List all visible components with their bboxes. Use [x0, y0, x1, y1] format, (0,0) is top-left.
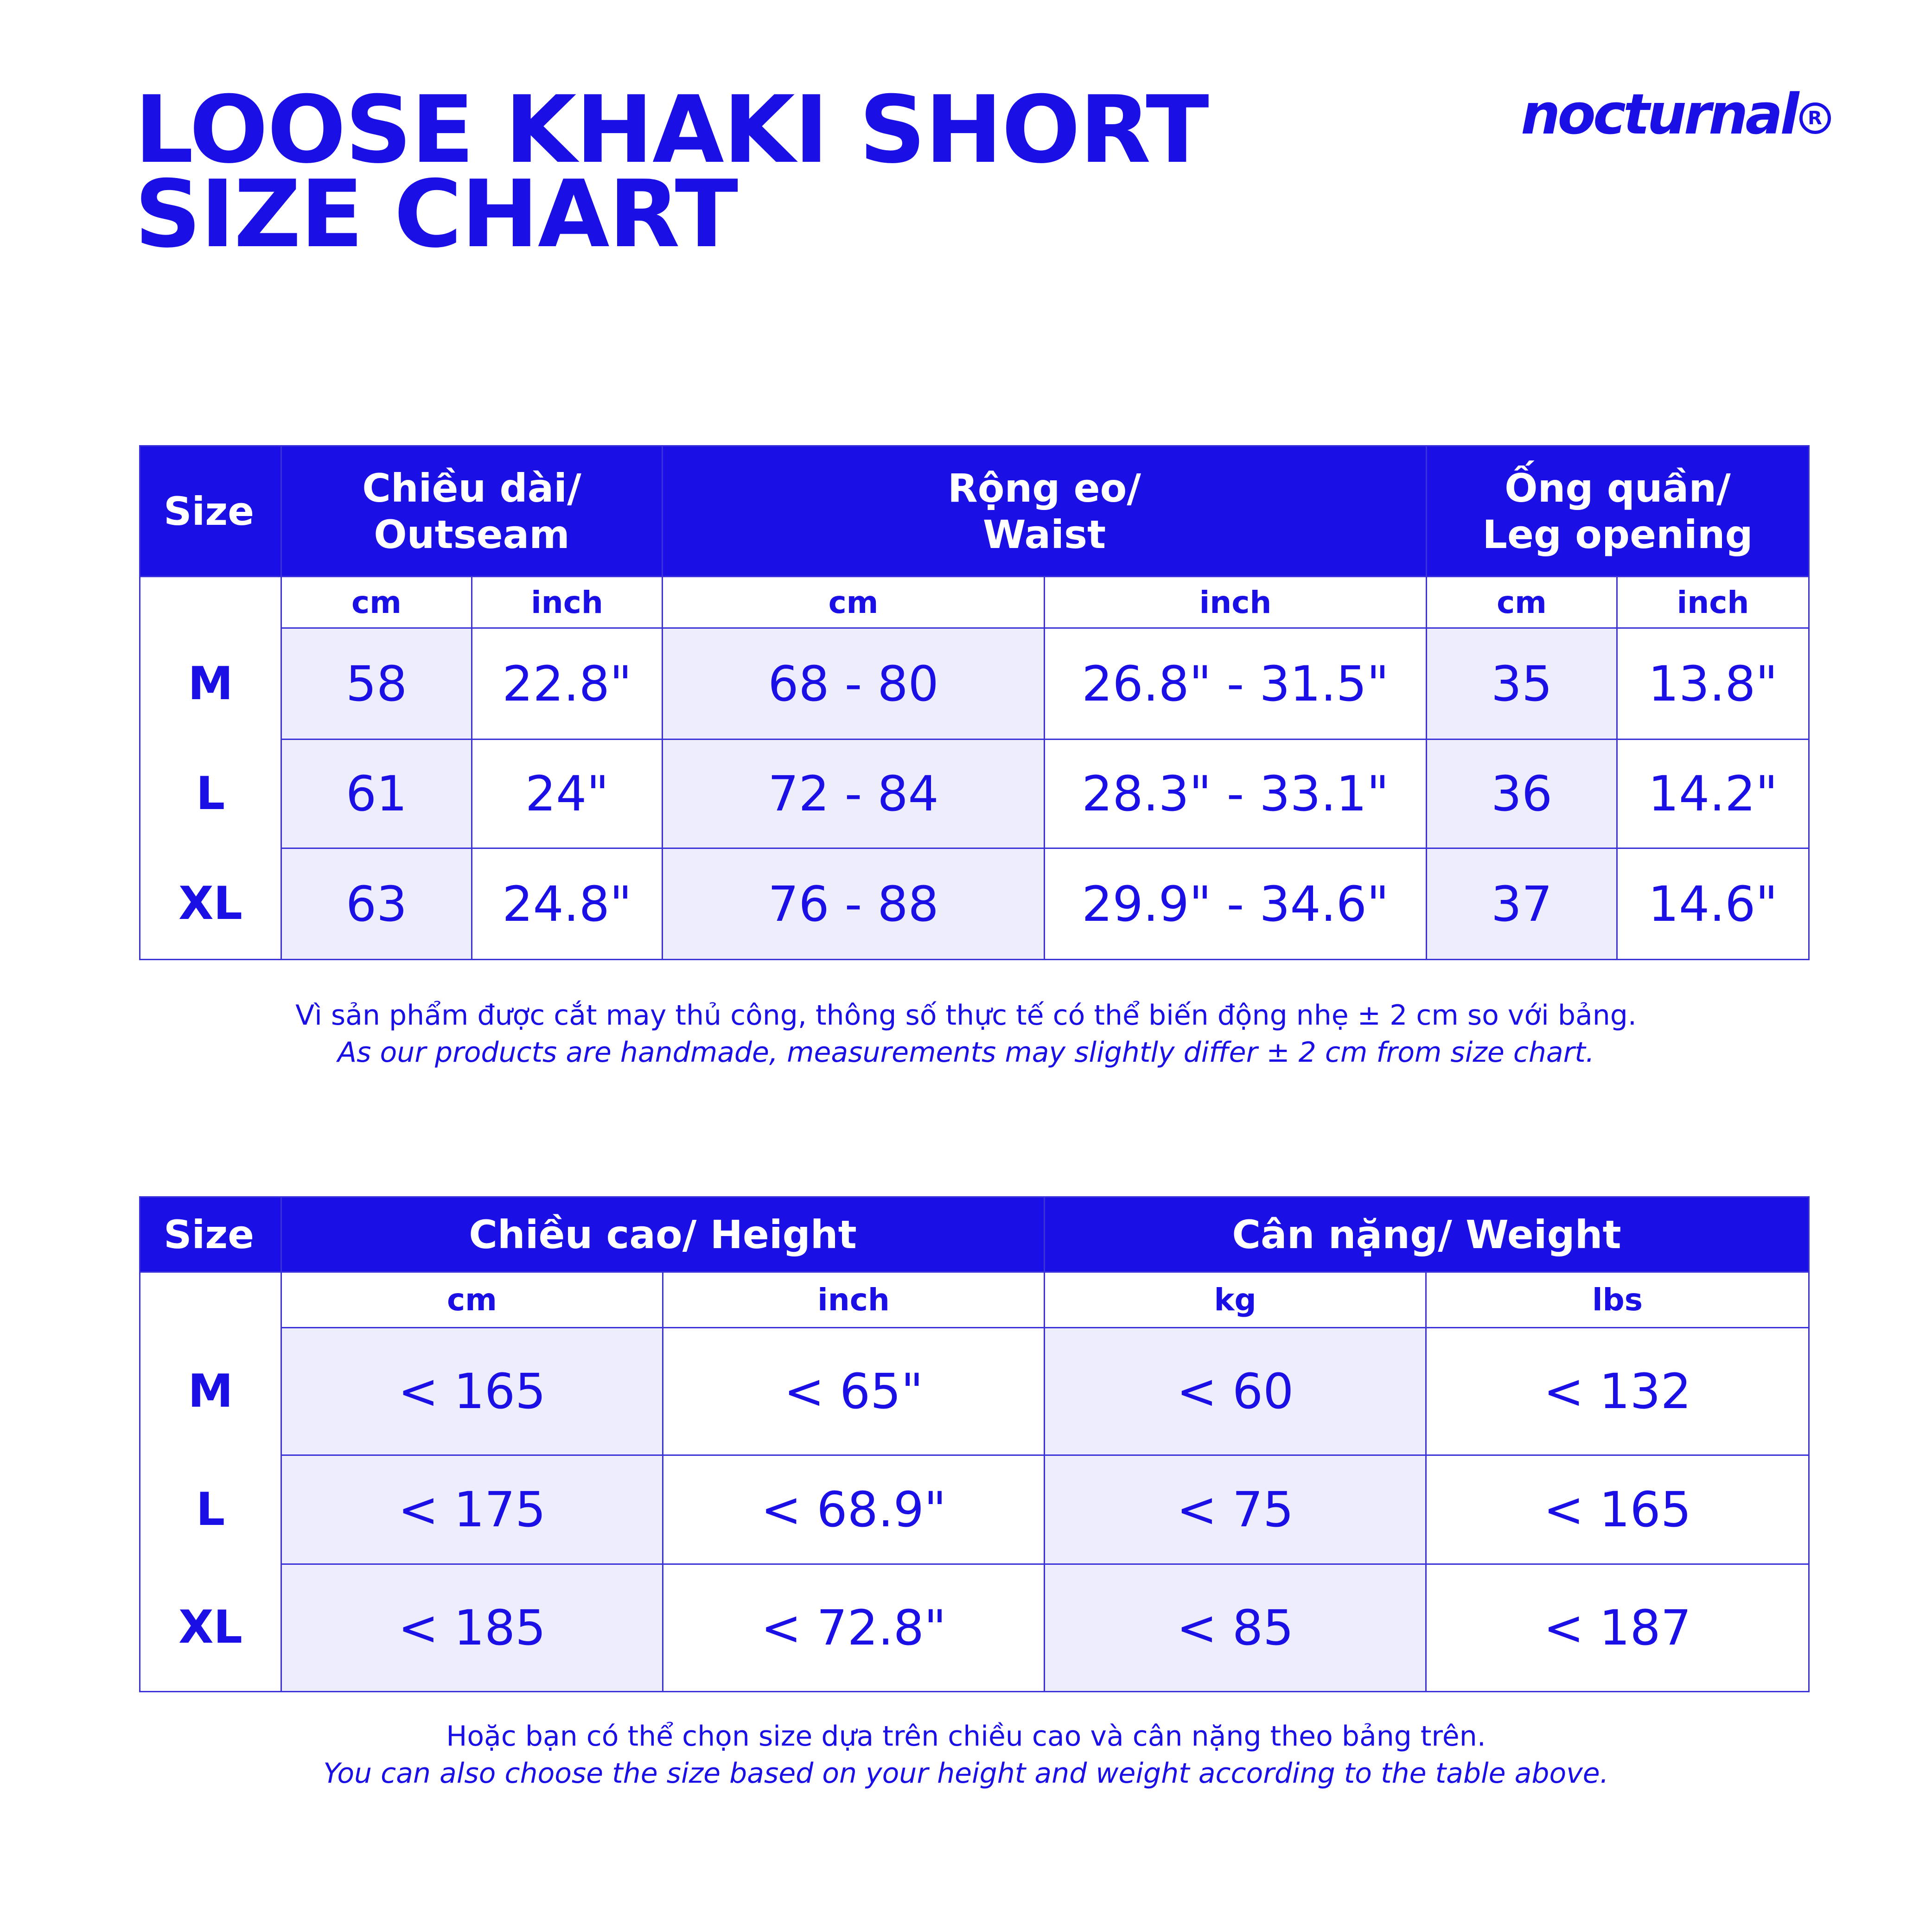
table-cell: 14.2"	[1617, 740, 1809, 848]
table-cell: < 65"	[663, 1328, 1045, 1455]
table-cell: 26.8" - 31.5"	[1045, 628, 1427, 740]
brand-logo	[1521, 83, 1831, 147]
table-cell: < 60	[1045, 1328, 1426, 1455]
unit-cell: cm	[1427, 577, 1617, 628]
unit-cell: inch	[1617, 577, 1809, 628]
table-cell: < 175	[281, 1455, 663, 1564]
disclaimer-note	[0, 997, 1932, 1071]
table-cell: 61	[281, 740, 472, 848]
disclaimer-en: As our products are handmade, measurements may slightly differ ± 2 cm from size chart.	[338, 1036, 1594, 1069]
unit-blank	[140, 1272, 281, 1328]
table-cell: < 187	[1426, 1564, 1809, 1692]
unit-cell: cm	[281, 577, 472, 628]
size-label: L	[140, 740, 281, 848]
title-line-2: SIZE CHART	[134, 160, 738, 268]
size-tip-en: You can also choose the size based on your height and weight according to the table above.	[323, 1757, 1609, 1790]
table-cell: 36	[1427, 740, 1617, 848]
brand-name: nocturnal	[1521, 83, 1797, 147]
table-row	[140, 628, 1809, 740]
table-cell: < 165	[281, 1328, 663, 1455]
header-weight: Cân nặng/ Weight	[1045, 1197, 1809, 1272]
size-tip-vi: Hoặc bạn có thể chọn size dựa trên chiều cao và cân nặng theo bảng trên.	[446, 1720, 1486, 1753]
measurement-table	[139, 445, 1810, 960]
page-title	[134, 76, 1208, 268]
title-line-1: LOOSE KHAKI SHORT	[134, 76, 1208, 184]
table-cell: < 75	[1045, 1455, 1426, 1564]
header-size: Size	[140, 446, 281, 577]
table-cell: 35	[1427, 628, 1617, 740]
unit-cell: cm	[281, 1272, 663, 1328]
unit-cell: inch	[663, 1272, 1045, 1328]
table-cell: < 72.8"	[663, 1564, 1045, 1692]
registered-mark-icon: R	[1799, 102, 1831, 134]
table-row	[140, 1564, 1809, 1692]
table-cell: < 85	[1045, 1564, 1426, 1692]
header-height: Chiều cao/ Height	[281, 1197, 1045, 1272]
unit-cell: inch	[1045, 577, 1427, 628]
unit-blank	[140, 577, 281, 628]
table-cell: 63	[281, 848, 472, 960]
table-cell: < 185	[281, 1564, 663, 1692]
table-cell: 72 - 84	[663, 740, 1045, 848]
table-row	[140, 1328, 1809, 1455]
header-outseam: Chiều dài/ Outseam	[281, 446, 663, 577]
header-size: Size	[140, 1197, 281, 1272]
size-label: M	[140, 1328, 281, 1455]
header-leg-opening: Ống quần/ Leg opening	[1427, 446, 1809, 577]
unit-cell: kg	[1045, 1272, 1426, 1328]
size-label: XL	[140, 1564, 281, 1692]
table-row	[140, 848, 1809, 960]
table-cell: 29.9" - 34.6"	[1045, 848, 1427, 960]
disclaimer-vi: Vì sản phẩm được cắt may thủ công, thông số thực tế có thể biến động nhẹ ± 2 cm so với bảng.	[295, 999, 1637, 1032]
table-cell: 14.6"	[1617, 848, 1809, 960]
table-cell: < 132	[1426, 1328, 1809, 1455]
table-cell: 58	[281, 628, 472, 740]
size-label: XL	[140, 848, 281, 960]
size-label: M	[140, 628, 281, 740]
table-cell: 24.8"	[472, 848, 663, 960]
table-cell: 13.8"	[1617, 628, 1809, 740]
size-tip-note	[0, 1718, 1932, 1792]
table-cell: 76 - 88	[663, 848, 1045, 960]
unit-cell: inch	[472, 577, 663, 628]
table-cell: 22.8"	[472, 628, 663, 740]
table-cell: < 165	[1426, 1455, 1809, 1564]
unit-cell: cm	[663, 577, 1045, 628]
table-cell: 37	[1427, 848, 1617, 960]
table-cell: 28.3" - 33.1"	[1045, 740, 1427, 848]
size-label: L	[140, 1455, 281, 1564]
table-row	[140, 1455, 1809, 1564]
table-cell: 68 - 80	[663, 628, 1045, 740]
unit-cell: lbs	[1426, 1272, 1809, 1328]
height-weight-table	[139, 1196, 1810, 1692]
table-cell: 24"	[472, 740, 663, 848]
header-waist: Rộng eo/ Waist	[663, 446, 1427, 577]
table-cell: < 68.9"	[663, 1455, 1045, 1564]
table-row	[140, 740, 1809, 848]
